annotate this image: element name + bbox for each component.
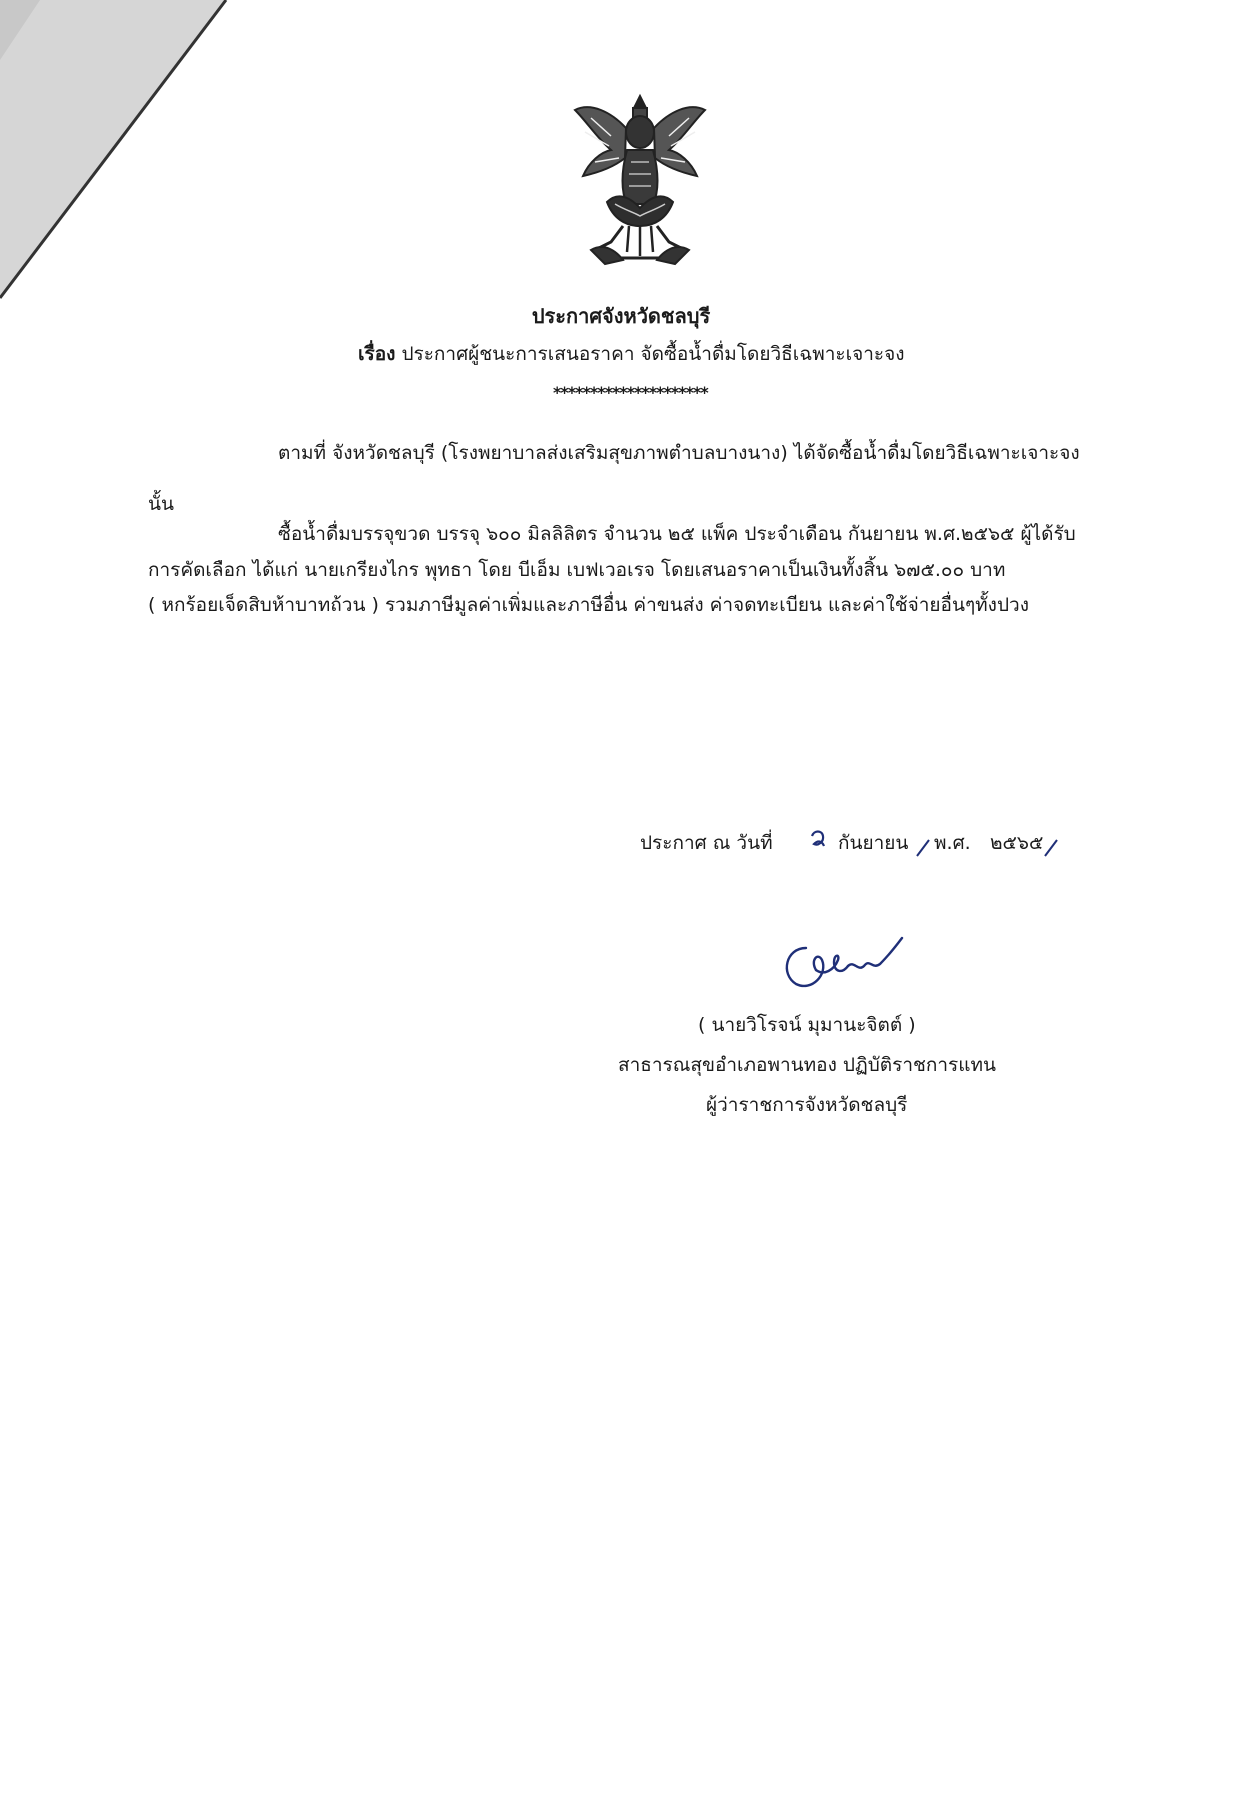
announce-year-label: พ.ศ. [934,832,971,854]
document-subject [358,341,905,367]
paragraph-2-line-2: การคัดเลือก ได้แก่ นายเกรียงไกร พุทธา โดย บีเอ็ม เบฟเวอเรจ โดยเสนอราคาเป็นเงินทั้งสิ้น ๖๗๕.๐๐ บาท [148,559,1006,581]
document-title: ประกาศจังหวัดชลบุรี [531,304,711,328]
title-separator: ********************* [553,383,708,402]
paragraph-1-line-1: ตามที่ จังหวัดชลบุรี (โรงพยาบาลส่งเสริมสุขภาพตำบลบางนาง) ได้จัดซื้อน้ำดื่มโดยวิธีเฉพาะเจาะจง [278,442,1080,464]
paragraph-2-line-1: ซื้อน้ำดื่มบรรจุขวด บรรจุ ๖๐๐ มิลลิลิตร จำนวน ๒๕ แพ็ค ประจำเดือน กันยายน พ.ศ.๒๕๖๕ ผู้ได้รับ [278,523,1076,545]
garuda-emblem-icon [571,92,709,270]
handwritten-mark [1043,838,1059,858]
signatory-name: ( นายวิโรจน์ มุมานะจิตต์ ) [698,1014,916,1036]
signatory-position-line-2: ผู้ว่าราชการจังหวัดชลบุรี [706,1094,908,1116]
announce-year: ๒๕๖๕ [990,832,1044,854]
handwritten-mark [915,838,931,858]
announce-prefix: ประกาศ ณ วันที่ [640,832,773,854]
subject-text: ประกาศผู้ชนะการเสนอราคา จัดซื้อน้ำดื่มโดยวิธีเฉพาะเจาะจง [401,343,905,365]
signature-icon [776,930,908,998]
subject-label: เรื่อง [358,343,396,365]
scan-corner-shadow [0,0,230,300]
handwritten-day [808,826,828,850]
paragraph-1-line-2: นั้น [148,493,174,515]
paragraph-2-line-3: ( หกร้อยเจ็ดสิบห้าบาทถ้วน ) รวมภาษีมูลค่าเพิ่มและภาษีอื่น ค่าขนส่ง ค่าจดทะเบียน และค่าใช้จ่ายอื่นๆทั้งปวง [148,594,1029,616]
signatory-position-line-1: สาธารณสุขอำเภอพานทอง ปฏิบัติราชการแทน [618,1054,997,1076]
announce-month: กันยายน [838,832,909,854]
